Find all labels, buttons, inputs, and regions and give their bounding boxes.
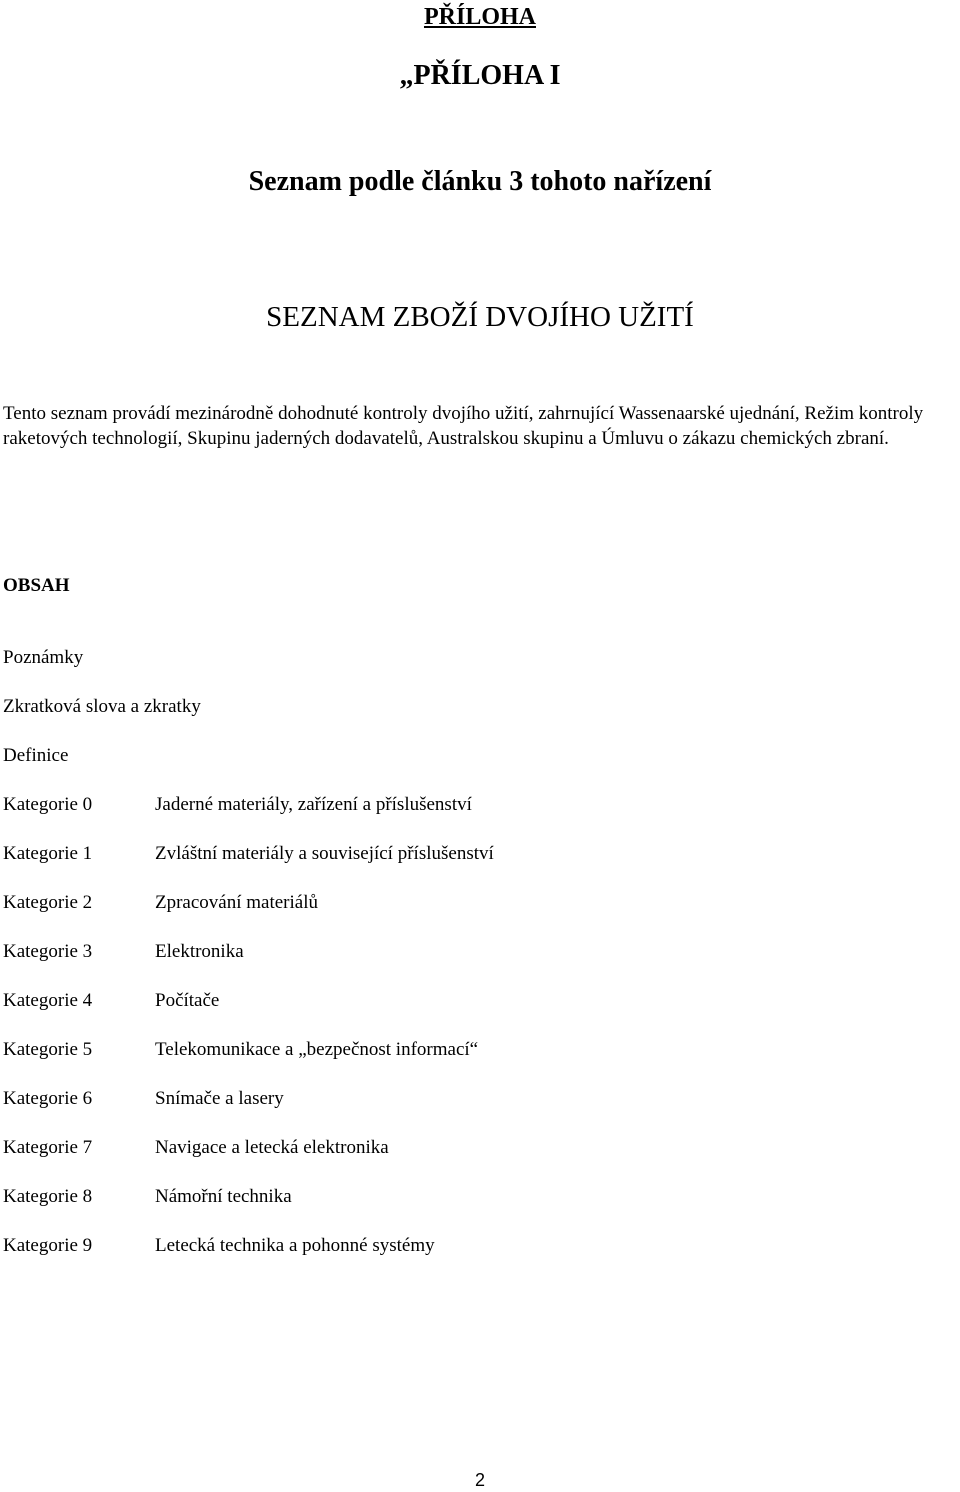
category-label: Kategorie 6 <box>3 1088 93 1109</box>
contents-item-definitions: Definice <box>3 745 69 766</box>
category-row <box>3 792 943 818</box>
category-label: Kategorie 9 <box>3 1235 93 1256</box>
category-description: Zvláštní materiály a související příslušenství <box>155 843 494 864</box>
category-label: Kategorie 5 <box>3 1039 93 1060</box>
category-description: Snímače a lasery <box>155 1088 284 1109</box>
category-label: Kategorie 0 <box>3 794 93 815</box>
category-row <box>3 1233 943 1259</box>
category-row <box>3 890 943 916</box>
category-row <box>3 1086 943 1112</box>
category-row <box>3 1037 943 1063</box>
category-description: Námořní technika <box>155 1186 292 1207</box>
category-row <box>3 1184 943 1210</box>
category-description: Navigace a letecká elektronika <box>155 1137 389 1158</box>
category-row <box>3 988 943 1014</box>
category-row <box>3 1135 943 1161</box>
category-label: Kategorie 8 <box>3 1186 93 1207</box>
category-label: Kategorie 2 <box>3 892 93 913</box>
contents-heading: OBSAH <box>3 575 70 596</box>
category-description: Zpracování materiálů <box>155 892 319 913</box>
contents-item-notes: Poznámky <box>3 647 84 668</box>
category-description: Jaderné materiály, zařízení a příslušenství <box>155 794 472 815</box>
category-label: Kategorie 1 <box>3 843 93 864</box>
dual-use-title: SEZNAM ZBOŽÍ DVOJÍHO UŽITÍ <box>266 301 694 333</box>
category-label: Kategorie 4 <box>3 990 93 1011</box>
category-label: Kategorie 7 <box>3 1137 93 1158</box>
category-row <box>3 939 943 965</box>
category-description: Telekomunikace a „bezpečnost informací“ <box>155 1039 479 1060</box>
category-description: Počítače <box>155 990 220 1011</box>
page-number: 2 <box>474 1470 485 1490</box>
category-description: Elektronika <box>155 941 244 962</box>
annex-heading: PŘÍLOHA <box>423 4 536 30</box>
list-title: Seznam podle článku 3 tohoto nařízení <box>248 166 712 197</box>
category-description: Letecká technika a pohonné systémy <box>155 1235 435 1256</box>
category-row <box>3 841 943 867</box>
category-label: Kategorie 3 <box>3 941 93 962</box>
annex-i-heading: „PŘÍLOHA I <box>399 60 561 91</box>
contents-item-abbreviations: Zkratková slova a zkratky <box>3 696 201 717</box>
intro-paragraph: Tento seznam provádí mezinárodně dohodnuté kontroly dvojího užití, zahrnující Wassenaarské ujednání, Režim kontroly raketových technologií, Skupinu jaderných dodavatelů, Australskou skupinu a Úmluvu o zákazu chemických zbraní. <box>3 403 924 449</box>
